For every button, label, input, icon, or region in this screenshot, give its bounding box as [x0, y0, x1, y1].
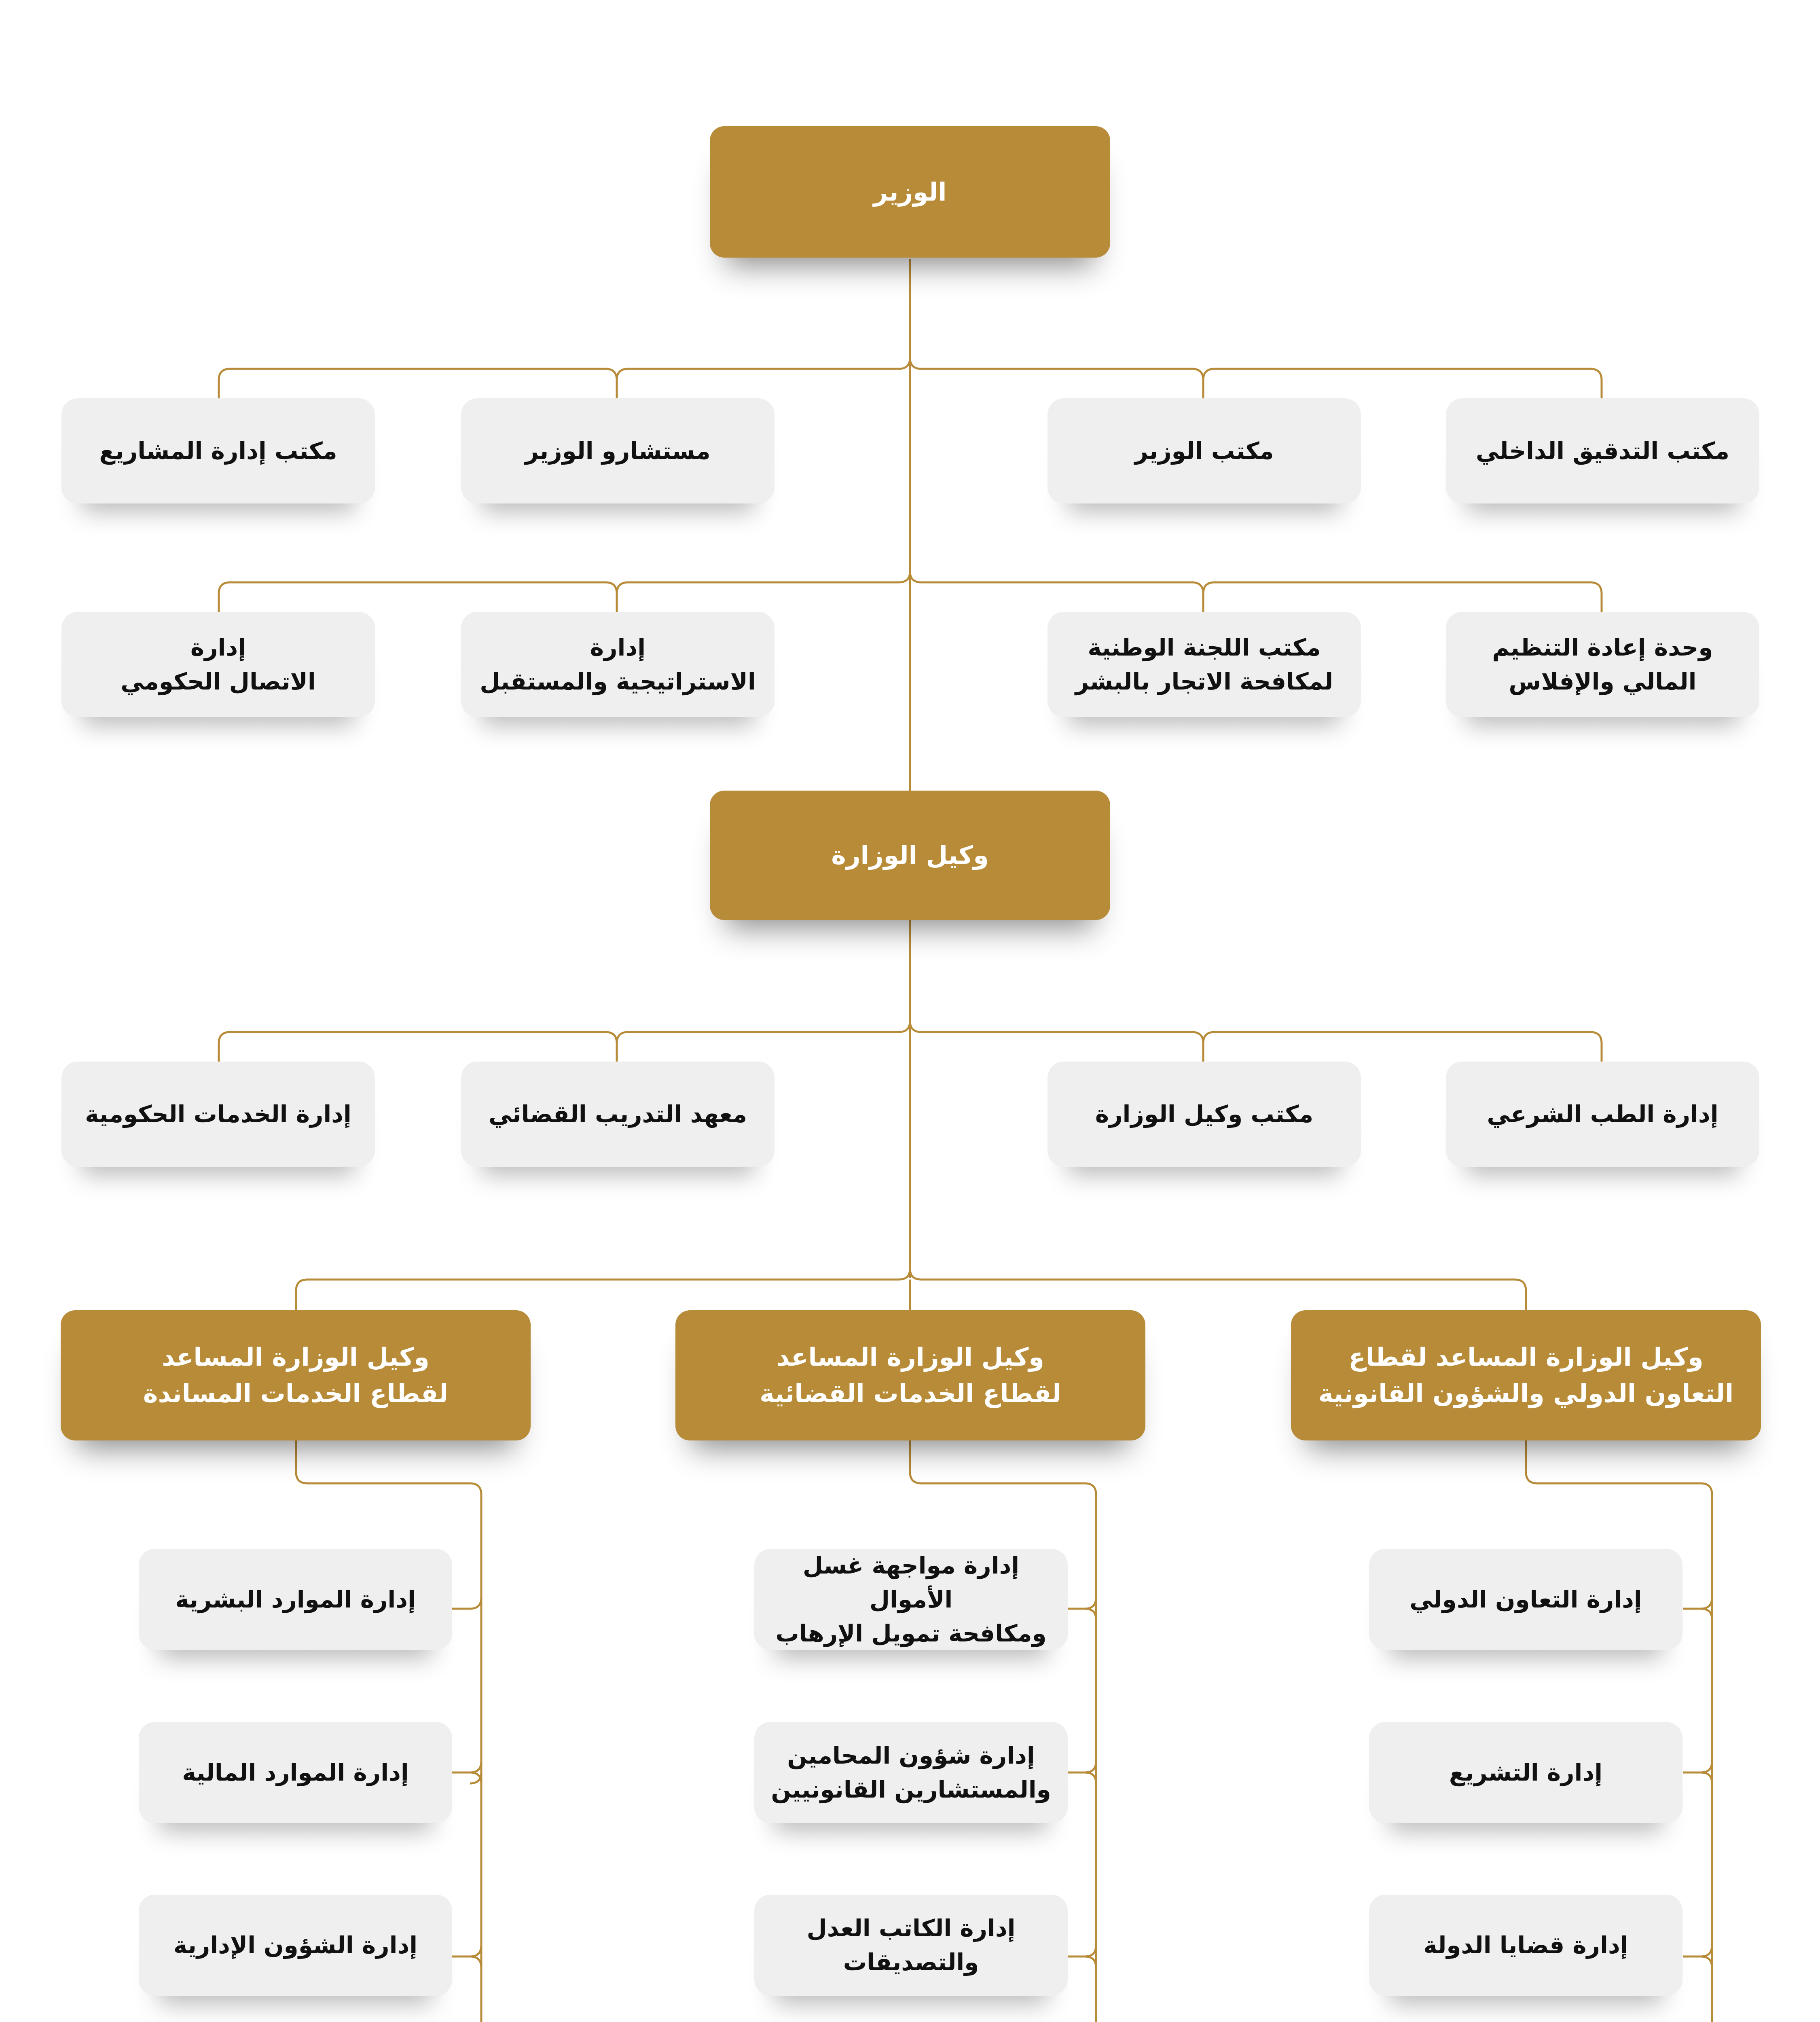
restructuring-line1: وحدة إعادة التنظيم [1492, 633, 1713, 661]
communication-line2: الاتصال الحكومي [121, 668, 316, 695]
trafficking-line2: لمكافحة الاتجار بالبشر [1075, 668, 1333, 695]
undersecretary-office-label: مكتب وكيل الوزارة [1095, 1100, 1314, 1128]
restructuring-box [1446, 612, 1759, 717]
sector-support-line1: وكيل الوزارة المساعد [162, 1342, 430, 1372]
sector-support-line2: لقطاع الخدمات المساندة [143, 1379, 449, 1408]
dept-hr-box [139, 1549, 452, 1650]
internal-audit-box [1446, 398, 1759, 503]
communication-line1: إدارة [190, 633, 246, 661]
dept-aml-box [754, 1549, 1068, 1650]
minister-office-label: مكتب الوزير [1134, 437, 1274, 465]
dept-legislation-box [1369, 1722, 1682, 1823]
minister-box [710, 126, 1110, 258]
sector-support-box [61, 1310, 531, 1440]
forensic-label: إدارة الطب الشرعي [1487, 1100, 1718, 1128]
dept-legislation-label: إدارة التشريع [1449, 1758, 1603, 1786]
dept-finance-label: إدارة الموارد المالية [182, 1758, 409, 1786]
dept-cooperation-box [1369, 1549, 1682, 1650]
judicial-institute-box [461, 1062, 775, 1167]
dept-admin-box [139, 1895, 452, 1996]
undersecretary-box [710, 791, 1110, 920]
dept-cooperation-label: إدارة التعاون الدولي [1409, 1585, 1642, 1613]
sector-international-line2: التعاون الدولي والشؤون القانونية [1318, 1379, 1734, 1408]
projects-office-label: مكتب إدارة المشاريع [99, 437, 337, 465]
dept-finance-box [139, 1722, 452, 1823]
forensic-box [1446, 1062, 1759, 1167]
dept-aml-line1: إدارة مواجهة غسل الأموال [802, 1551, 1020, 1613]
sector-international-box [1291, 1310, 1761, 1440]
dept-lawyers-box [754, 1722, 1068, 1823]
dept-lawyers-line1: إدارة شؤون المحامين [787, 1741, 1035, 1769]
gov-services-box [61, 1062, 375, 1167]
undersecretary-label: وكيل الوزارة [831, 840, 989, 870]
trafficking-committee-box [1048, 612, 1361, 717]
minister-office-box [1048, 398, 1361, 503]
minister-label: الوزير [873, 177, 947, 207]
dept-notary-line1: إدارة الكاتب العدل [806, 1914, 1016, 1942]
dept-notary-line2: والتصديقات [843, 1948, 979, 1976]
judicial-institute-label: معهد التدريب القضائي [488, 1100, 747, 1128]
dept-notary-box [754, 1895, 1068, 1996]
communication-box [61, 612, 375, 717]
dept-state-cases-box [1369, 1895, 1682, 1996]
undersecretary-office-box [1048, 1062, 1361, 1167]
dept-hr-label: إدارة الموارد البشرية [175, 1585, 416, 1613]
sector-branch [296, 1269, 1526, 1310]
sector-judicial-line2: لقطاع الخدمات القضائية [760, 1379, 1061, 1408]
dept-admin-label: إدارة الشؤون الإدارية [173, 1931, 418, 1959]
sector-judicial-line1: وكيل الوزارة المساعد [777, 1342, 1044, 1372]
trafficking-line1: مكتب اللجنة الوطنية [1088, 633, 1321, 661]
projects-office-box [61, 398, 375, 503]
dept-aml-line2: ومكافحة تمويل الإرهاب [775, 1620, 1047, 1648]
strategy-line1: إدارة [590, 633, 646, 661]
strategy-box [461, 612, 775, 717]
internal-audit-label: مكتب التدقيق الداخلي [1475, 437, 1730, 465]
advisors-box [461, 398, 775, 503]
dept-lawyers-line2: والمستشارين القانونيين [771, 1776, 1051, 1803]
dept-state-cases-label: إدارة قضايا الدولة [1423, 1931, 1628, 1959]
restructuring-line2: المالي والإفلاس [1509, 668, 1697, 695]
sector-judicial-box [675, 1310, 1145, 1440]
gov-services-label: إدارة الخدمات الحكومية [85, 1100, 351, 1128]
sector-international-line1: وكيل الوزارة المساعد لقطاع [1348, 1342, 1704, 1372]
advisors-label: مستشارو الوزير [525, 437, 711, 465]
strategy-line2: الاستراتيجية والمستقبل [480, 668, 756, 695]
